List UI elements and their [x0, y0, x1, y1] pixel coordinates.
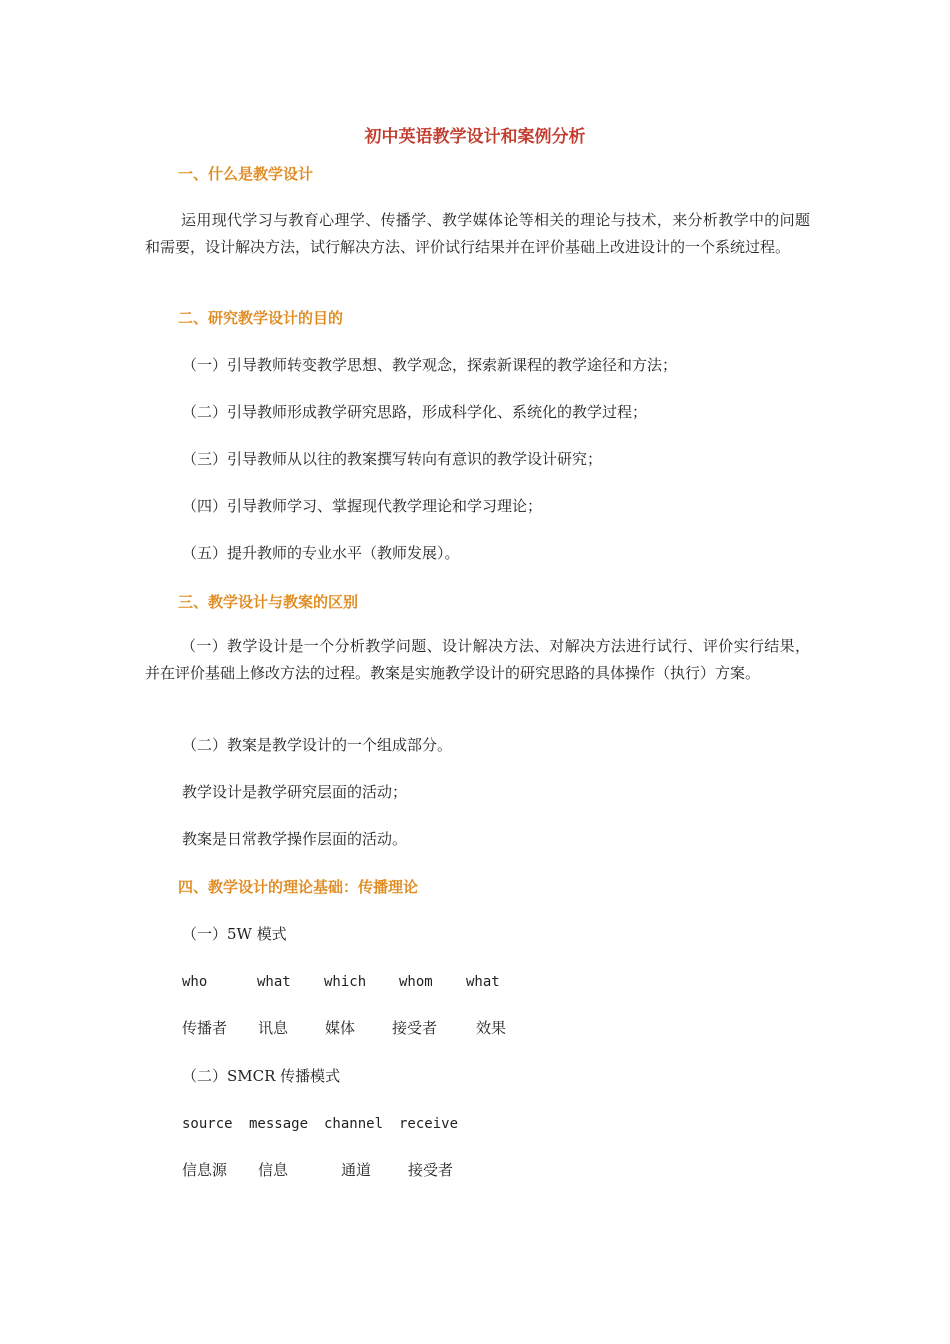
model-5w-term: who [182, 974, 208, 990]
section-2-item: （五）提升教师的专业水平（教师发展）。 [182, 544, 460, 562]
model-smcr-label: （二）SMCR 传播模式 [182, 1067, 341, 1085]
section-3-item: 教学设计是教学研究层面的活动； [182, 783, 408, 801]
model-5w-term: what [257, 974, 291, 990]
model-5w-term: what [466, 974, 500, 990]
model-smcr-term: receive [399, 1116, 459, 1132]
section-3-item: 教案是日常教学操作层面的活动。 [182, 830, 408, 848]
model-5w-term: 媒体 [325, 1019, 356, 1037]
model-5w-label: （一）5W 模式 [182, 925, 287, 943]
section-3-item: （二）教案是教学设计的一个组成部分。 [182, 736, 453, 754]
model-5w-term: 传播者 [182, 1019, 228, 1037]
model-smcr-term: 信息 [258, 1161, 289, 1179]
section-1-paragraph: 运用现代学习与教育心理学、传播学、教学媒体论等相关的理论与技术，来分析教学中的问题和需要，设计解决方法，试行解决方法、评价试行结果并在评价基础上改进设计的一个系统过程。 [145, 211, 810, 256]
model-smcr-term: 接受者 [408, 1161, 454, 1179]
section-2-item: （二）引导教师形成教学研究思路，形成科学化、系统化的教学过程； [182, 403, 648, 421]
section-2-item: （三）引导教师从以往的教案撰写转向有意识的教学设计研究； [182, 450, 603, 468]
model-smcr-term: channel [324, 1116, 384, 1132]
model-smcr-term: source [182, 1116, 233, 1132]
section-4-heading: 四、教学设计的理论基础：传播理论 [178, 878, 419, 896]
model-5w-term: whom [399, 974, 433, 990]
section-2-item: （一）引导教师转变教学思想、教学观念，探索新课程的教学途径和方法； [182, 356, 678, 374]
model-5w-term: which [324, 974, 367, 990]
model-5w-term: 讯息 [258, 1019, 289, 1037]
model-5w-term: 接受者 [392, 1019, 438, 1037]
model-smcr-term: message [249, 1116, 309, 1132]
document-title: 初中英语教学设计和案例分析 [364, 127, 586, 147]
model-smcr-term: 通道 [341, 1161, 372, 1179]
section-3-heading: 三、教学设计与教案的区别 [178, 593, 359, 611]
section-2-item: （四）引导教师学习、掌握现代教学理论和学习理论； [182, 497, 543, 515]
section-1-heading: 一、什么是教学设计 [178, 165, 314, 183]
model-smcr-term: 信息源 [182, 1161, 228, 1179]
section-3-paragraph: （一）教学设计是一个分析教学问题、设计解决方法、对解决方法进行试行、评价实行结果，并在评价基础上修改方法的过程。教案是实施教学设计的研究思路的具体操作（执行）方案。 [145, 637, 810, 682]
model-5w-term: 效果 [476, 1019, 507, 1037]
section-2-heading: 二、研究教学设计的目的 [178, 309, 344, 327]
